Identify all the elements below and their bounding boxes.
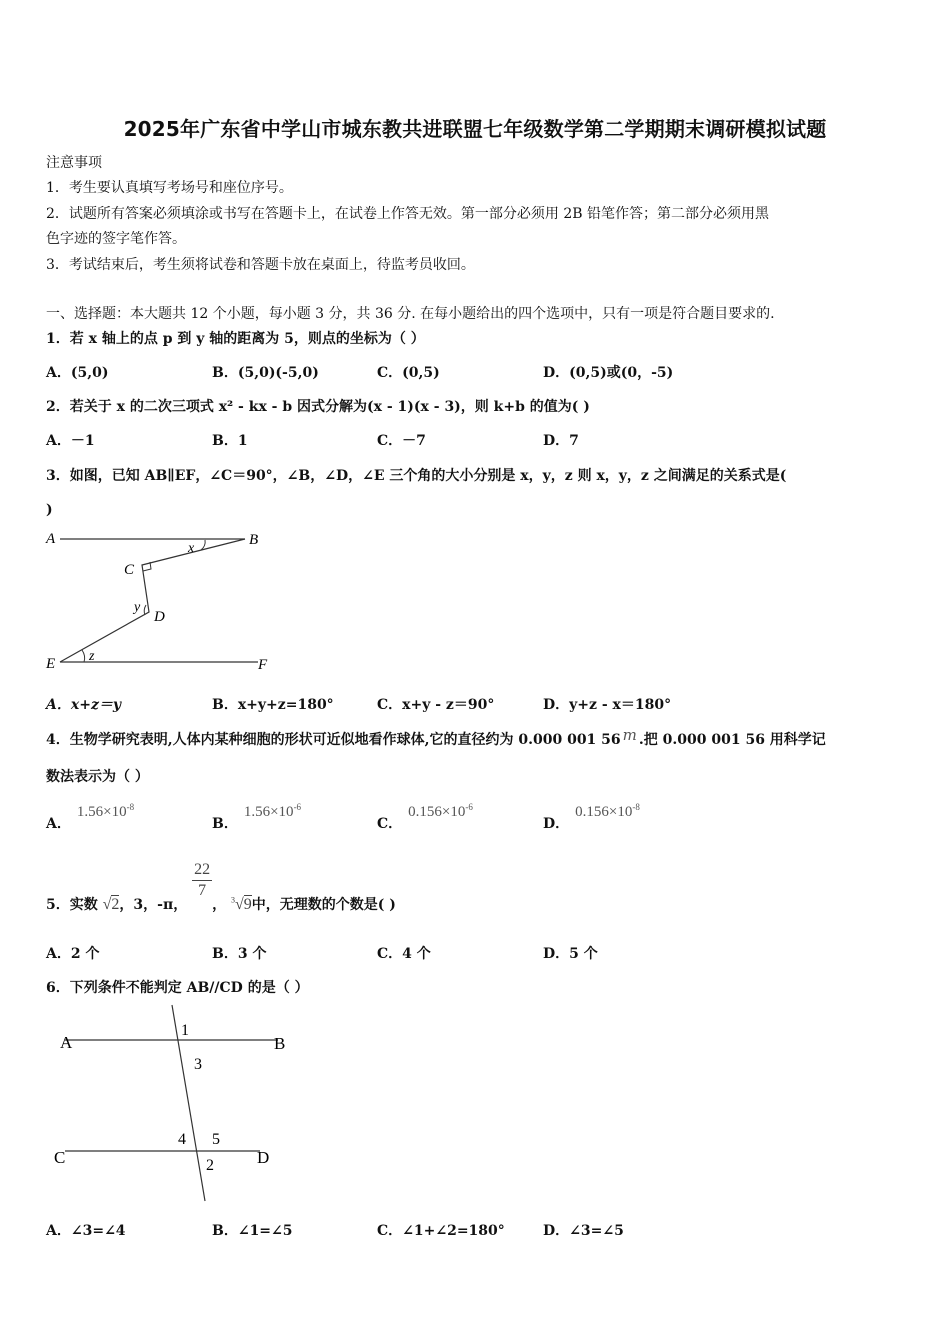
q4-option-a: A．$1.56\times 10^{-8}$	[46, 802, 135, 832]
q6-option-c: C．∠1+∠2=180°	[377, 1223, 505, 1239]
q5-cube-root: $^3$√9	[230, 895, 252, 913]
question-3-stem: 3．如图，已知 AB∥EF，∠C＝90°，∠B，∠D，∠E 三个角的大小分别是 x，y，z 则 x，y，z 之间满足的关系式是(	[46, 468, 787, 484]
q6-option-b: B．∠1=∠5	[212, 1223, 293, 1239]
q1-option-c: C．(0,5)	[377, 365, 440, 381]
q5-mid: ，3，-π，	[119, 896, 188, 913]
question-1-stem: 1．若 x 轴上的点 p 到 y 轴的距离为 5，则点的坐标为（ ）	[46, 331, 425, 347]
q4c-exponent: -6	[465, 802, 473, 812]
angle-label-1: 1	[181, 1022, 189, 1039]
notice-item: 3．考试结束后，考生须将试卷和答题卡放在桌面上，待监考员收回。	[46, 257, 475, 273]
q4b-mantissa: 1.56×10	[243, 804, 294, 820]
q1-option-a: A．(5,0)	[46, 365, 109, 381]
q2-option-c: C．－7	[377, 433, 426, 449]
question-3-stem-cont: )	[46, 502, 53, 518]
q3-option-d: D．y+z - x＝180°	[543, 697, 672, 713]
q1-option-b: B．(5,0)(-5,0)	[212, 365, 319, 381]
q5-comma: ，	[212, 896, 227, 913]
q3-option-c: C．x+y - z＝90°	[377, 697, 495, 713]
q5-frac-numerator: 22	[192, 860, 212, 881]
line-label-c: C	[54, 1148, 66, 1167]
q4-stem-text: 4．生物学研究表明,人体内某种细胞的形状可近似地看作球体,它的直径约为 0.000 001 56	[46, 732, 621, 748]
q5-option-d: D．5 个	[543, 946, 598, 962]
point-label-c: C	[124, 562, 135, 578]
q5-suffix: 中，无理数的个数是( )	[251, 896, 396, 913]
notice-heading: 注意事项	[46, 155, 102, 171]
q4-option-c: C．$0.156\times 10^{-6}$	[377, 802, 473, 832]
q2-option-a: A．－1	[46, 433, 95, 449]
line-label-b: B	[274, 1034, 286, 1053]
notice-item: 2．试题所有答案必须填涂或书写在答题卡上，在试卷上作答无效。第一部分必须用 2B 铅笔作答；第二部分必须用黑	[46, 206, 769, 222]
q4-option-d: D．$0.156\times 10^{-8}$	[543, 802, 640, 832]
q5-option-c: C．4 个	[377, 946, 431, 962]
q4-option-b: B．$1.56\times 10^{-6}$	[212, 802, 302, 832]
angle-label-3: 3	[194, 1056, 202, 1073]
q4d-exponent: -8	[632, 802, 640, 812]
q2-option-b: B．1	[212, 433, 248, 449]
q6-transversal-figure	[50, 1003, 300, 1203]
q3-option-b: B．x+y+z=180°	[212, 697, 334, 713]
q4a-mantissa: 1.56×10	[76, 804, 127, 820]
angle-label-z: z	[89, 649, 95, 664]
point-label-f: F	[258, 657, 268, 673]
q5-option-a: A．2 个	[46, 946, 100, 962]
point-label-d: D	[154, 609, 165, 625]
angle-label-2: 2	[206, 1157, 214, 1174]
q1-option-d: D．(0,5)或(0，-5)	[543, 365, 674, 381]
angle-label-5: 5	[212, 1131, 220, 1148]
q4b-exponent: -6	[293, 802, 302, 812]
q5-sqrt2: √2	[102, 895, 120, 913]
q5-prefix: 5．实数	[46, 896, 98, 913]
line-label-a: A	[60, 1033, 73, 1052]
angle-label-x: x	[188, 541, 195, 556]
q3-parallel-lines-figure	[40, 525, 280, 677]
angle-label-y: y	[134, 600, 141, 615]
q5-fraction	[192, 860, 212, 901]
question-5-stem	[46, 856, 396, 913]
section-heading: 一、选择题：本大题共 12 个小题，每小题 3 分，共 36 分. 在每小题给出的四个选项中，只有一项是符合题目要求的.	[46, 306, 775, 322]
question-6-stem: 6．下列条件不能判定 AB//CD 的是（ ）	[46, 980, 309, 996]
q4d-mantissa: 0.156×10	[575, 804, 633, 820]
notice-item: 1．考生要认真填写考场号和座位序号。	[46, 180, 293, 196]
angle-label-4: 4	[178, 1131, 186, 1148]
q5-frac-denominator: 7	[198, 882, 207, 899]
exam-title: 2025年广东省中学山市城东教共进联盟七年级数学第二学期期末调研模拟试题	[123, 117, 827, 141]
q6-option-a: A．∠3=∠4	[46, 1223, 126, 1239]
q4-unit: m	[622, 726, 637, 744]
q4a-exponent: -8	[126, 802, 135, 812]
question-4-stem-cont: 数法表示为（ ）	[46, 769, 149, 785]
question-2-stem: 2．若关于 x 的二次三项式 x² - kx - b 因式分解为(x - 1)(x - 3)，则 k+b 的值为( )	[46, 399, 590, 415]
question-4-stem	[46, 726, 826, 749]
line-label-d: D	[257, 1148, 270, 1167]
q4-stem-tail: .把 0.000 001 56 用科学记	[638, 732, 826, 748]
point-label-e: E	[46, 656, 56, 672]
q3-option-a: A．x+z＝y	[46, 697, 122, 713]
q4c-mantissa: 0.156×10	[408, 804, 466, 820]
q2-option-d: D．7	[543, 433, 579, 449]
q5-option-b: B．3 个	[212, 946, 267, 962]
point-label-b: B	[249, 532, 259, 548]
q6-option-d: D．∠3=∠5	[543, 1223, 624, 1239]
point-label-a: A	[46, 531, 56, 547]
notice-item: 色字迹的签字笔作答。	[46, 231, 186, 247]
